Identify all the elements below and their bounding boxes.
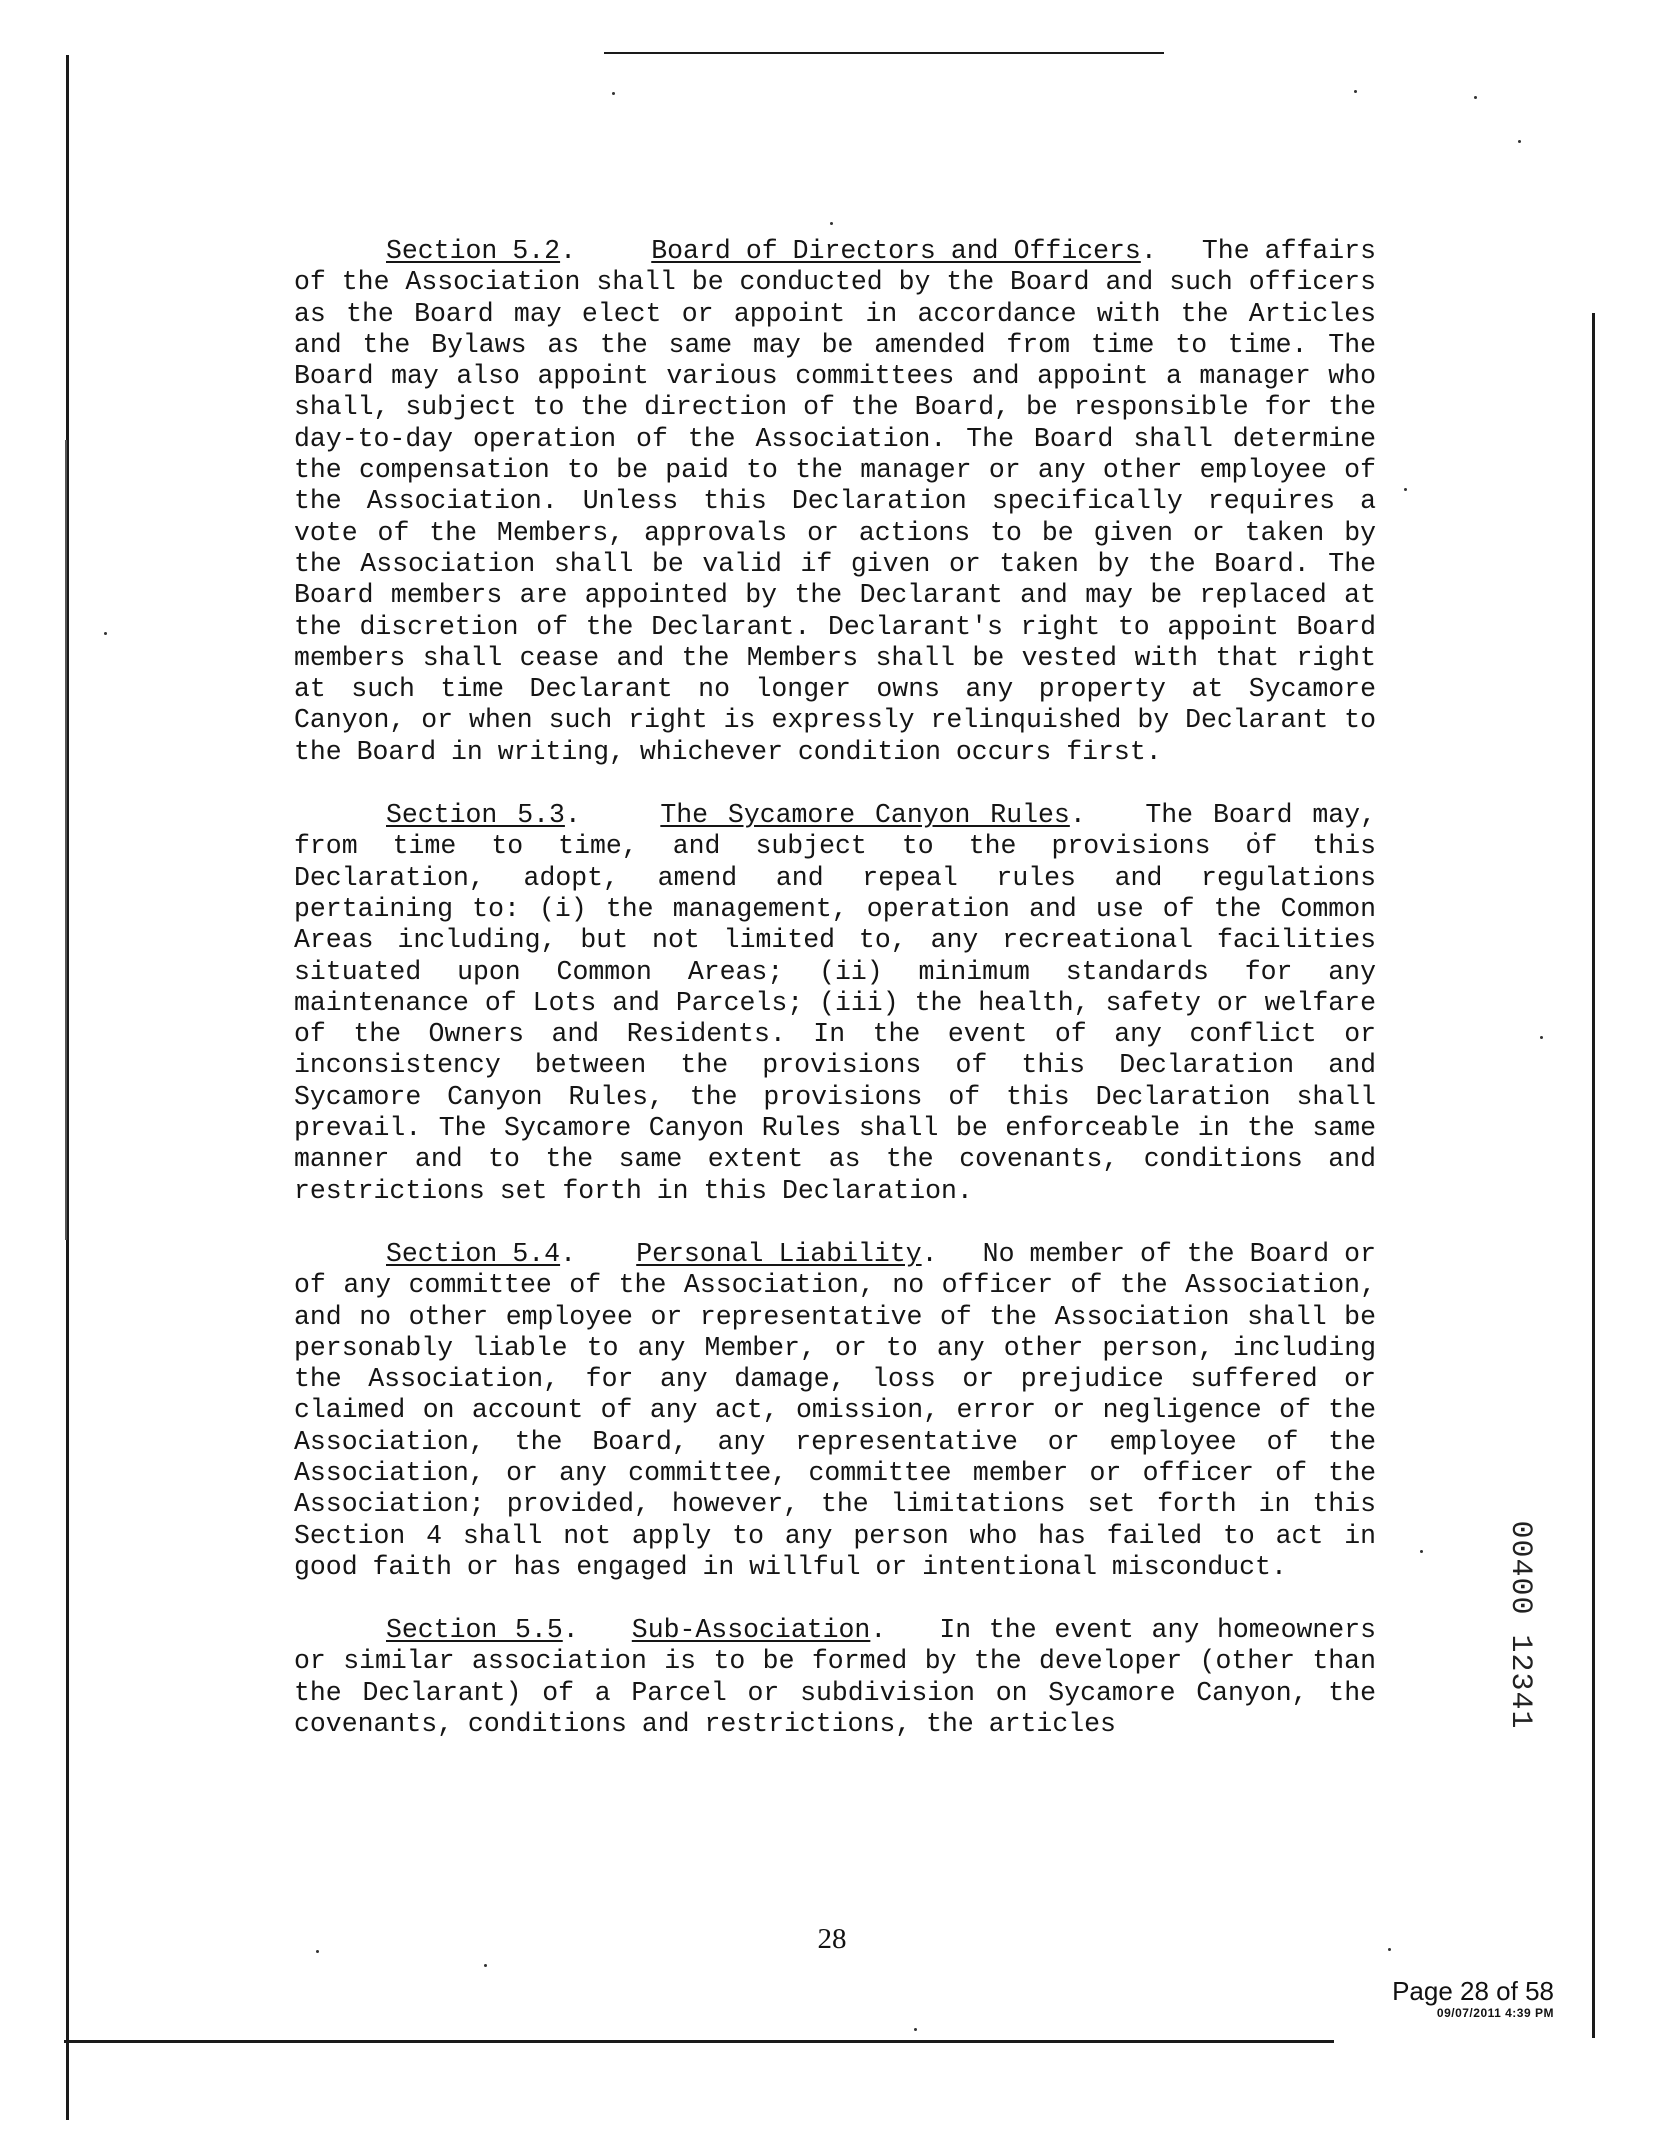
scan-speck <box>830 222 833 225</box>
scan-speck <box>1354 90 1357 93</box>
right-scan-edge <box>1592 313 1595 2038</box>
section-number: Section 5.4 <box>386 1238 561 1269</box>
page-number: 28 <box>817 1923 847 1955</box>
section-paragraph: Section 5.4. Personal Liability. No member of the Board or of any committee of the Association, no officer of the Association, and no other employee or representative of the Association shall be personably liable to any Member, or to any other person, including the Association, for any damage, loss or prejudice suffered or claimed on account of any act, omission, error or negligence of the Association, the Board, any representative or employee of the Association, or any committee, committee member or officer of the Association; provided, however, the limitations set forth in this Section 4 shall not apply to any person who has failed to act in good faith or has engaged in willful or intentional misconduct. <box>294 1238 1376 1582</box>
page-stamp <box>1392 1976 1554 2020</box>
section-text: No member of the Board or of any committee of the Association, no officer of the Association, and no other employee or representative of the Association shall be personably liable to any Member, or to any other person, including the Association, for any damage, loss or prejudice suffered or claimed on account of any act, omission, error or negligence of the Association, the Board, any representative or employee of the Association, or any committee, committee member or officer of the Association; provided, however, the limitations set forth in this Section 4 shall not apply to any person who has failed to act in good faith or has engaged in willful or intentional misconduct. <box>294 1238 1376 1582</box>
section-title: Personal Liability <box>636 1238 922 1269</box>
scan-speck <box>104 632 107 635</box>
section-number: Section 5.3 <box>386 800 565 831</box>
section-paragraph: Section 5.2. Board of Directors and Officers. The affairs of the Association shall be conducted by the Board and such officers as the Board may elect or appoint in accordance with the Articles and the Bylaws as the same may be amended from time to time. The Board may also appoint various committees and appoint a manager who shall, subject to the direction of the Board, be responsible for the day-to-day operation of the Association. The Board shall determine the compensation to be paid to the manager or any other employee of the Association. Unless this Declaration specifically requires a vote of the Members, approvals or actions to be given or taken by the Association shall be valid if given or taken by the Board. The Board members are appointed by the Declarant and may be replaced at the discretion of the Declarant. Declarant's right to appoint Board members shall cease and the Members shall be vested with that right at such time Declarant no longer owns any property at Sycamore Canyon, or when such right is expressly relinquished by Declarant to the Board in writing, whichever condition occurs first. <box>294 236 1376 767</box>
scan-speck <box>612 92 615 95</box>
section-paragraph: Section 5.3. The Sycamore Canyon Rules. The Board may, from time to time, and subject to the provisions of this Declaration, adopt, amend and repeal rules and regulations pertaining to: (i) the management, operation and use of the Common Areas including, but not limited to, any recreational facilities situated upon Common Areas; (ii) minimum standards for any maintenance of Lots and Parcels; (iii) the health, safety or welfare of the Owners and Residents. In the event of any conflict or inconsistency between the provisions of this Declaration and Sycamore Canyon Rules, the provisions of this Declaration shall prevail. The Sycamore Canyon Rules shall be enforceable in the same manner and to the same extent as the covenants, conditions and restrictions set forth in this Declaration. <box>294 800 1376 1206</box>
section-text: In the event any homeowners or similar association is to be formed by the developer (other than the Declarant) of a Parcel or subdivision on Sycamore Canyon, the covenants, conditions and restrictions, the articles <box>294 1615 1376 1740</box>
scan-speck <box>1518 140 1521 143</box>
scan-speck <box>484 1964 487 1967</box>
section-title: The Sycamore Canyon Rules <box>660 800 1070 831</box>
timestamp: 09/07/2011 4:39 PM <box>1436 2006 1554 2020</box>
scan-speck <box>1474 96 1477 99</box>
top-scan-line <box>604 52 1164 54</box>
section-paragraph: Section 5.5. Sub-Association. In the event any homeowners or similar association is to be formed by the developer (other than the Declarant) of a Parcel or subdivision on Sycamore Canyon, the covenants, conditions and restrictions, the articles <box>294 1615 1376 1740</box>
scan-speck <box>914 2028 917 2031</box>
section-title: Board of Directors and Officers <box>651 236 1141 266</box>
section-title: Sub-Association <box>631 1615 871 1646</box>
section-number: Section 5.5 <box>386 1615 563 1646</box>
section-number: Section 5.2 <box>386 236 561 266</box>
scan-speck <box>1404 488 1407 491</box>
document-body <box>294 236 1376 1772</box>
page-count-label: Page 28 of 58 <box>1392 1976 1554 2006</box>
section-text: The affairs of the Association shall be conducted by the Board and such officers as the Board may elect or appoint in accordance with the Articles and the Bylaws as the same may be amended from time to time. The Board may also appoint various committees and appoint a manager who shall, subject to the direction of the Board, be responsible for the day-to-day operation of the Association. The Board shall determine the compensation to be paid to the manager or any other employee of the Association. Unless this Declaration specifically requires a vote of the Members, approvals or actions to be given or taken by the Association shall be valid if given or taken by the Board. The Board members are appointed by the Declarant and may be replaced at the discretion of the Declarant. Declarant's right to appoint Board members shall cease and the Members shall be vested with that right at such time Declarant no longer owns any property at Sycamore Canyon, or when such right is expressly relinquished by Declarant to the Board in writing, whichever condition occurs first. <box>294 236 1376 767</box>
scan-speck <box>1420 1550 1423 1553</box>
left-fold-mark <box>65 440 67 1240</box>
scan-speck <box>1540 1036 1543 1039</box>
bottom-scan-line <box>64 2040 1334 2043</box>
recording-number: 00400 12341 <box>1503 1520 1537 1730</box>
section-text: The Board may, from time to time, and subject to the provisions of this Declaration, adopt, amend and repeal rules and regulations pertaining to: (i) the management, operation and use of the Common Areas including, but not limited to, any recreational facilities situated upon Common Areas; (ii) minimum standards for any maintenance of Lots and Parcels; (iii) the health, safety or welfare of the Owners and Residents. In the event of any conflict or inconsistency between the provisions of this Declaration and Sycamore Canyon Rules, the provisions of this Declaration shall prevail. The Sycamore Canyon Rules shall be enforceable in the same manner and to the same extent as the covenants, conditions and restrictions set forth in this Declaration. <box>294 800 1376 1206</box>
